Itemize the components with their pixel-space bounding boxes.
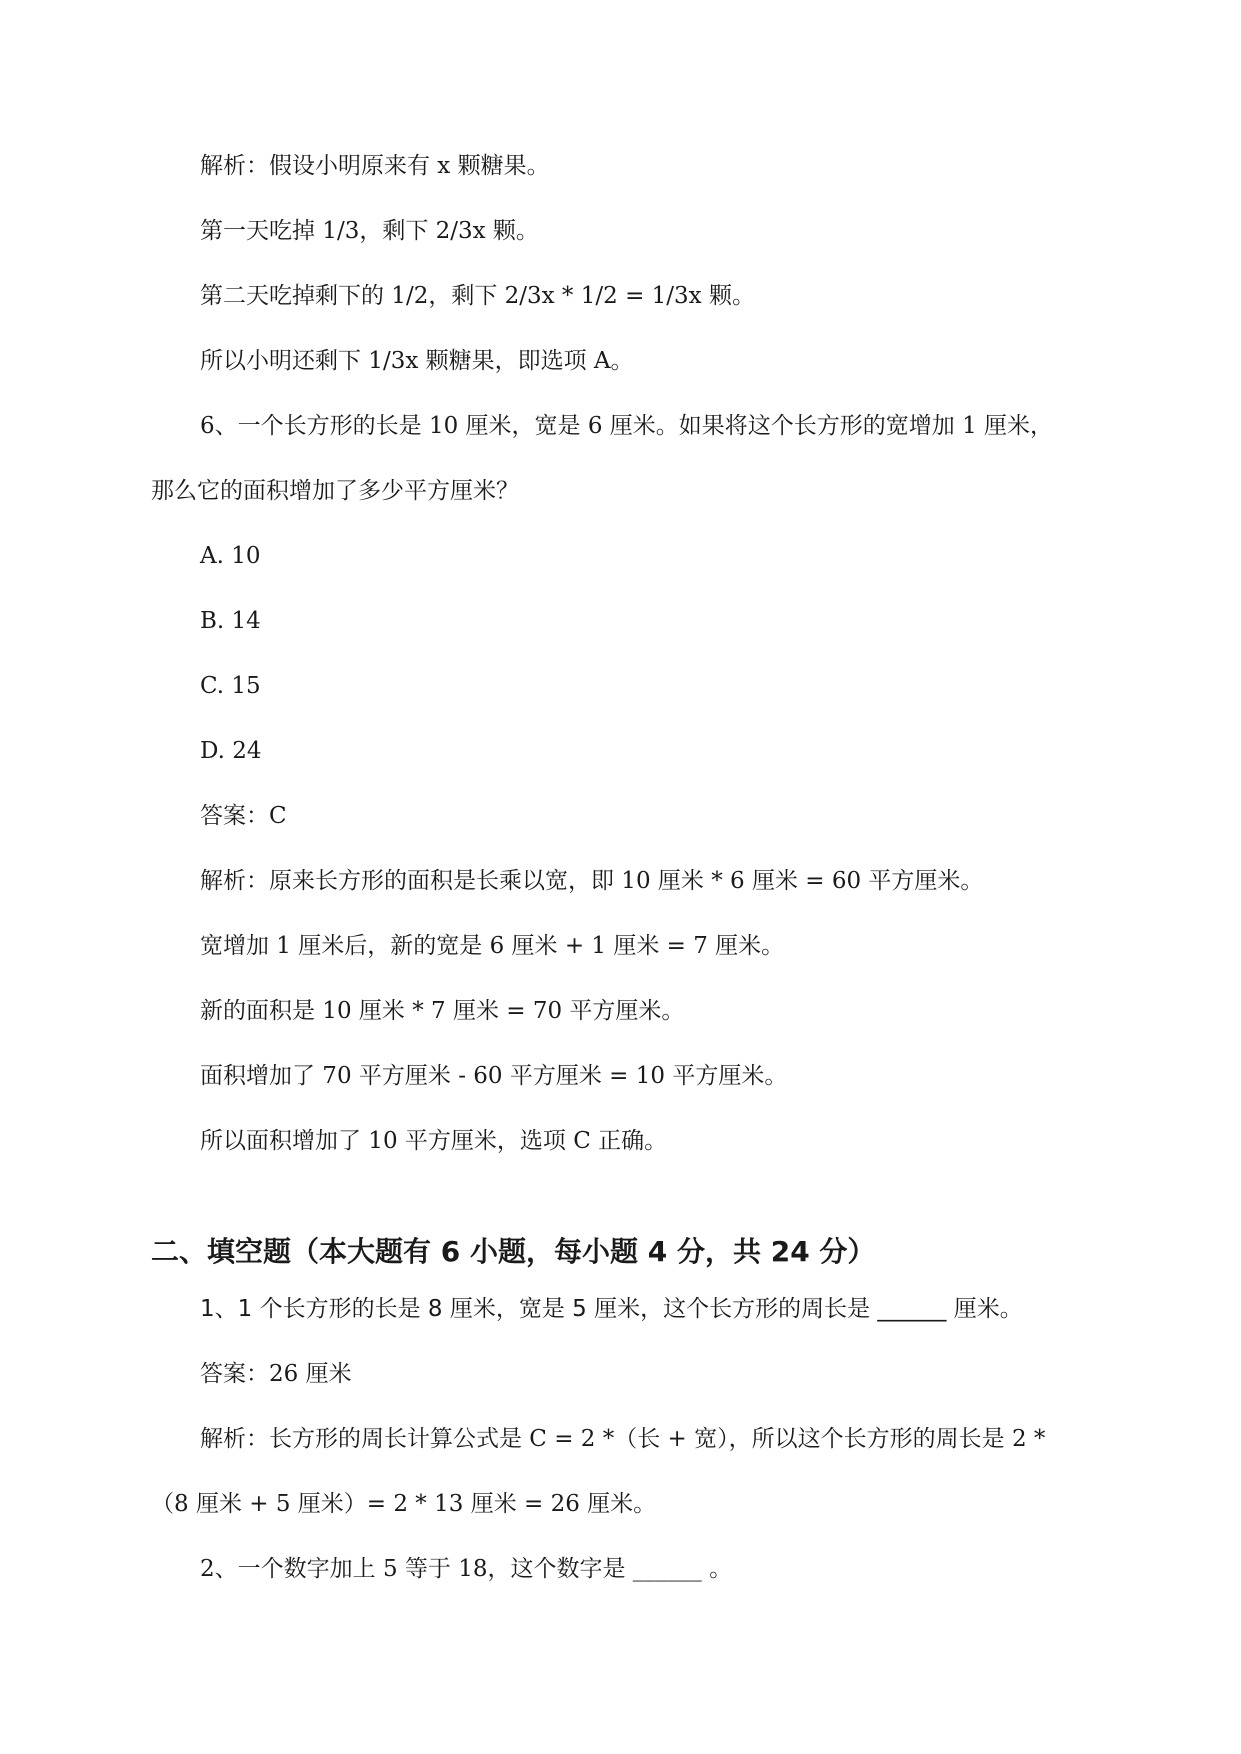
analysis-line-2: 第一天吃掉 1/3，剩下 2/3x 颗。 <box>200 218 539 244</box>
section-heading: 二、填空题（本大题有 6 小题，每小题 4 分，共 24 分） <box>151 1235 876 1268</box>
analysis-line-3: 第二天吃掉剩下的 1/2，剩下 2/3x * 1/2 = 1/3x 颗。 <box>200 283 755 309</box>
q6-analysis-line-4: 面积增加了 70 平方厘米 - 60 平方厘米 = 10 平方厘米。 <box>200 1063 788 1089</box>
q6-analysis-line-5: 所以面积增加了 10 平方厘米，选项 C 正确。 <box>200 1128 668 1154</box>
option-b: B. 14 <box>200 608 261 634</box>
question-6-line-1: 6、一个长方形的长是 10 厘米，宽是 6 厘米。如果将这个长方形的宽增加 1 厘米， <box>200 413 1054 439</box>
question-6-line-2: 那么它的面积增加了多少平方厘米？ <box>151 478 519 504</box>
analysis-line-4: 所以小明还剩下 1/3x 颗糖果，即选项 A。 <box>200 348 634 374</box>
option-a: A. 10 <box>200 543 261 569</box>
q6-analysis-line-2: 宽增加 1 厘米后，新的宽是 6 厘米 + 1 厘米 = 7 厘米。 <box>200 933 785 959</box>
fill-analysis-1-line-2: （8 厘米 + 5 厘米）= 2 * 13 厘米 = 26 厘米。 <box>151 1491 657 1517</box>
answer-line: 答案：C <box>200 803 287 829</box>
analysis-line-1: 解析：假设小明原来有 x 颗糖果。 <box>200 153 550 179</box>
fill-answer-1: 答案：26 厘米 <box>200 1361 352 1387</box>
fill-question-2: 2、一个数字加上 5 等于 18，这个数字是 ______ 。 <box>200 1556 733 1582</box>
q6-analysis-line-1: 解析：原来长方形的面积是长乘以宽，即 10 厘米 * 6 厘米 = 60 平方厘米。 <box>200 868 984 894</box>
option-d: D. 24 <box>200 738 262 764</box>
fill-analysis-1-line-1: 解析：长方形的周长计算公式是 C = 2 *（长 + 宽），所以这个长方形的周长是 2 * <box>200 1426 1046 1452</box>
q6-analysis-line-3: 新的面积是 10 厘米 * 7 厘米 = 70 平方厘米。 <box>200 998 685 1024</box>
option-c: C. 15 <box>200 673 261 699</box>
fill-question-1: 1、1 个长方形的长是 8 厘米，宽是 5 厘米，这个长方形的周长是 ______ 厘米。 <box>200 1296 1023 1322</box>
